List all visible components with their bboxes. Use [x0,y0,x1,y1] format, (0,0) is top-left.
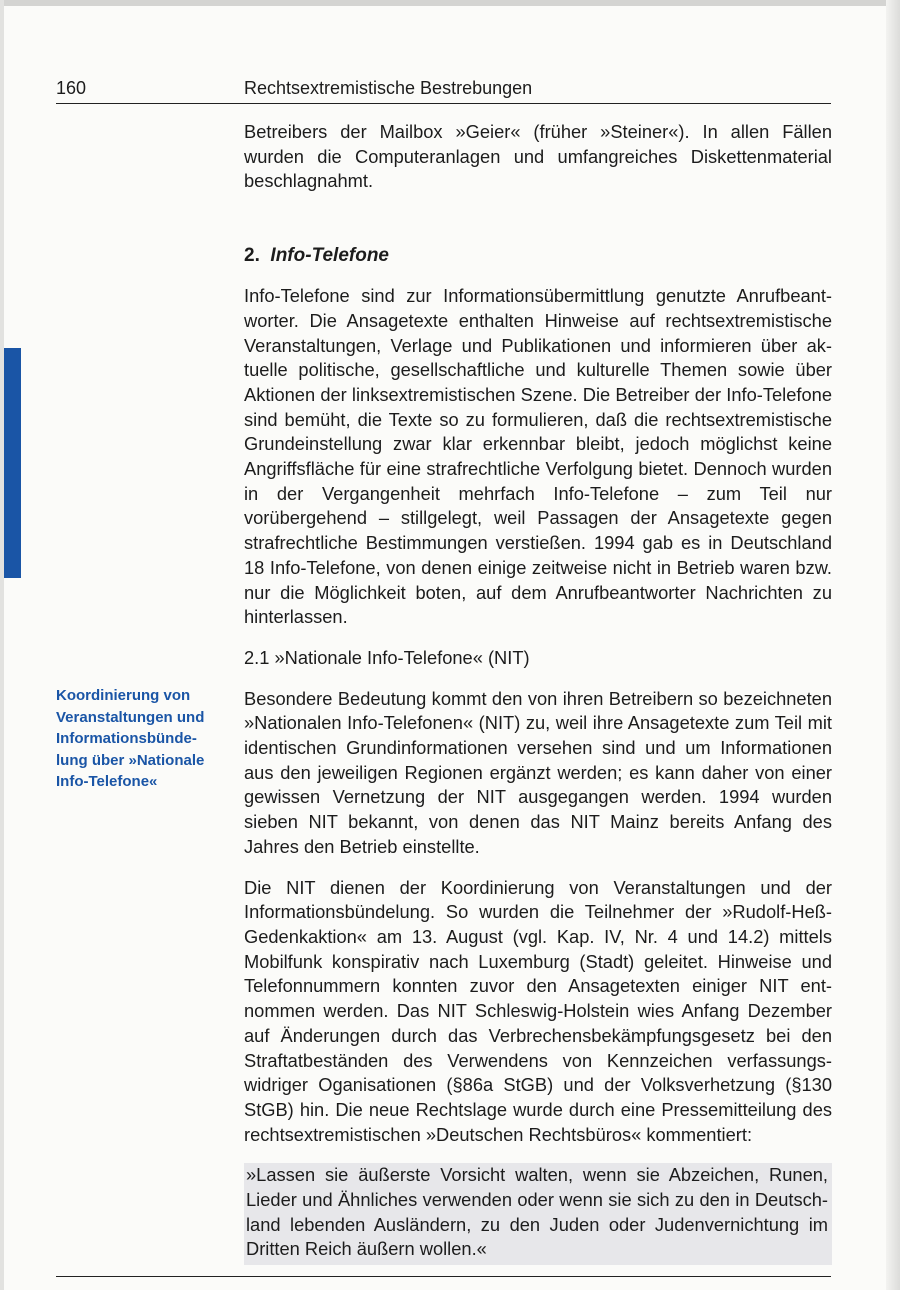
section-paragraph: Info-Telefone sind zur Informationsübermittlung genutzte Anrufbeantworter. Die Ansagetexte enthalten Hinweise auf rechtsextremistische Veranstaltungen, Verlage und Publikationen und informieren über aktuelle politische, gesellschaftliche und kulturelle Themen sowie über Aktionen der linksextremistischen Szene. Die Betreiber der Info-Telefone sind bemüht, die Texte so zu formulieren, daß die rechtsextremistische Grundeinstellung zwar klar erkennbar bleibt, jedoch möglichst keine Angriffsfläche für eine strafrechtliche Verfolgung bietet. Dennoch wurden in der Vergangenheit mehrfach Info-Telefone – zum Teil nur vorübergehend – stillgelegt, weil Passagen der Ansagetexte gegen strafrechtliche Bestimmungen verstießen. 1994 gab es in Deutschland 18 Info-Telefone, von denen einige zeitweise nicht in Betrieb waren bzw. nur die Möglichkeit boten, auf dem Anrufbeantworter Nachrichten zu hinterlassen. [244,285,832,628]
section-heading [244,244,832,268]
intro-paragraph: Betreibers der Mailbox »Geier« (früher »Steiner«). In allen Fällen wurden die Computeranlagen und umfangreiches Diskettenmaterial beschlagnahmt. [244,121,832,192]
page-edge-top [0,0,900,6]
subsection-heading [244,646,832,671]
header-rule [56,103,831,104]
section-number: 2. [244,245,260,267]
main-text-column [244,120,832,1265]
section-title: Info-Telefone [270,245,389,267]
footer-rule [56,1276,831,1277]
subsection-paragraph-2: Die NIT dienen der Koordinierung von Veranstaltungen und der Informationsbündelung. So wurden die Teilnehmer der »Rudolf-Heß-Gedenkaktion« am 13. August (vgl. Kap. IV, Nr. 4 und 14.2) mittels Mobilfunk konspirativ nach Luxemburg (Stadt) geleitet. Hinweise und Telefonnummern konnten zuvor den Ansagetexten einiger NIT entnommen werden. Das NIT Schleswig-Holstein wies Anfang Dezember auf Änderungen durch das Verbrechensbekämpfungsgesetz bei den Straftatbeständen des Verwendens von Kennzeichen verfassungswidriger Oganisationen (§86a StGB) und der Volksverhetzung (§130 StGB) hin. Die neue Rechtslage wurde durch eine Pressemitteilung des rechtsextremistischen »Deutschen Rechtsbüros« kommentiert: [244,876,832,1145]
subsection-title: »Nationale Info-Telefone« (NIT) [274,646,530,668]
quote-block: »Lassen sie äußerste Vorsicht walten, wenn sie Abzeichen, Runen, Lieder und Ähnliches verwenden oder wenn sie sich zu den in Deutschland lebenden Ausländern, zu den Juden oder Judenvernichtung im Dritten Reich äußern wollen.« [244,1163,832,1265]
page-edge-left [0,0,4,1290]
running-title: Rechtsextremistische Bestrebungen [244,78,533,98]
subsection-number: 2.1 [244,646,270,668]
page-number: 160 [56,78,87,98]
margin-note: Koordinierung von Veranstaltungen und Informationsbündelung über »Nationale Info-Telefone« [56,687,205,790]
subsection-paragraph-1: Besondere Bedeutung kommt den von ihren Betreibern so bezeichneten »Nationalen Info-Telefonen« (NIT) zu, weil ihre Ansagetexte zum Teil mit identischen Grundinformationen versehen sind und um Informationen aus den jeweiligen Regionen ergänzt werden; es kann daher von einer gewissen Vernetzung der NIT ausgegangen werden. 1994 wurden sieben NIT bekannt, von denen das NIT Mainz bereits Anfang des Jahres den Betrieb einstellte. [244,687,832,857]
chapter-thumb-tab [4,348,21,578]
page-edge-right [886,0,900,1290]
